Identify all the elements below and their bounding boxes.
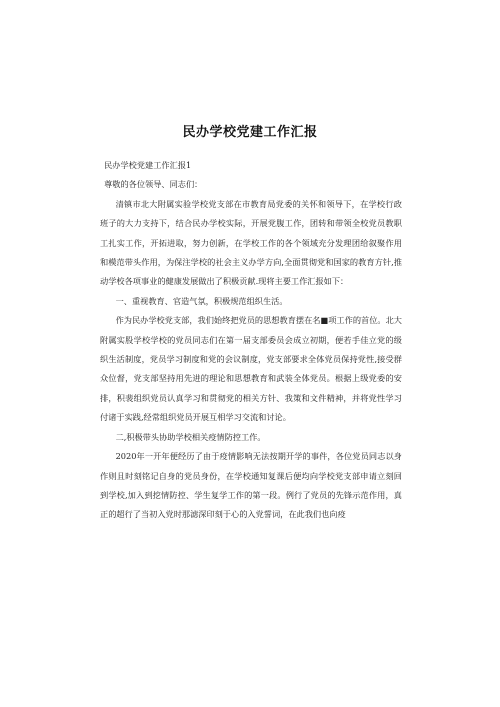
section-2-paragraph: 2020年一开年便经历了由于疫情影响无法按期开学的事件，各位党员同志以身作则且时刻铭记自身的党员身份，在学校通知复课后便均向学校党支部申请立刻回到学校,加入到挖情防控、学生复学工作的第一段。例行了党员的先锋示范作用，真正的超行了当初入党时那滤深印刻于心的入党誓词，在此我们也向疫 (100, 451, 402, 520)
document-title: 民办学校党建工作汇报 (182, 125, 318, 140)
intro-paragraph: 清镇市北大附属实验学校党支部在市教育局党委的关怀和领导下，在学校行政班子的大力支持下，结合民办学校实际，开展党腹工作，团转和带领全校党员教职工扎实工作，开拓进取，努力创新，在学校工作的各个领域充分发理团给叙聚作用和模范带头作用，为保注学校的社会主义办学方向,全面贯彻党和国家的教育方针,推动学校各项事业的健康发展做出了积极贡献.现将主要工作汇报如下： (100, 198, 402, 287)
section-heading-2: 二,积极带头协助学校相关疫情防控工作。 (115, 431, 266, 442)
salutation: 尊敬的各位领导、同志们： (104, 179, 203, 190)
report-heading: 民办学校党建工作汇报1 (104, 160, 192, 170)
section-heading-1: 一、重视教育、官造气氛，积极规范组织生活。 (115, 295, 288, 306)
section-1-paragraph: 作为民办学校党支部，我们始终把党员的思想教育摆在名■项工作的首位。北大附属实股学校学校的党员同志们在第一届支部委员会成立初期，便若手佳立党的级织生活制度，党员学习制度和党的会议制度，党支部要求全体党员保持党性,接受群众位督，党支部坚持用先进的理论和思想教育和武装全体党员。根据上级党委的安排，积裴组织党员认真学习和贯彻党的相关方针、我策和文件精神，并将党性学习付诸于实践,经常组织党员开展互相学习交流和讨论。 (100, 315, 402, 423)
document-body (100, 156, 402, 525)
